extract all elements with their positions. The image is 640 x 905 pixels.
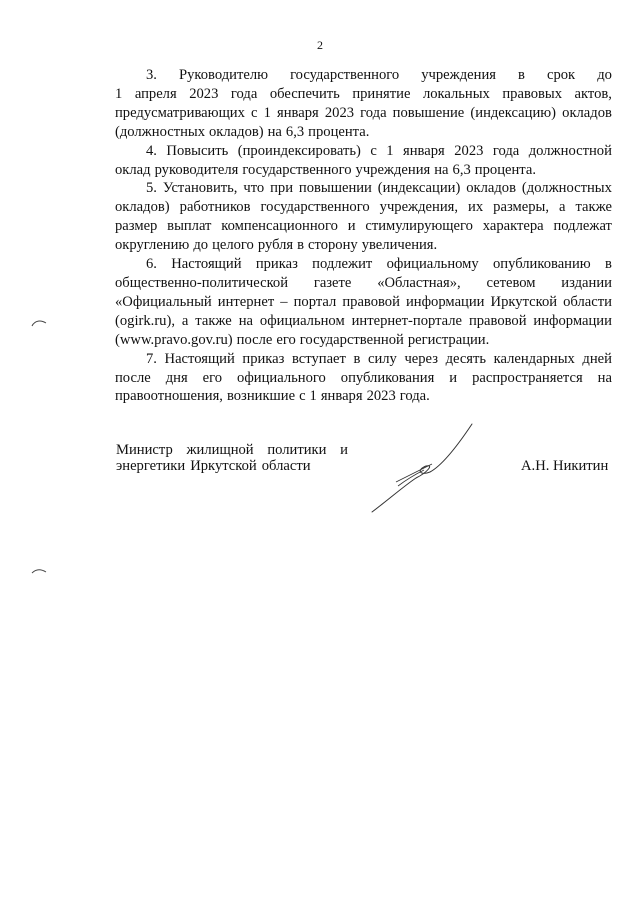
word: 2023: [189, 85, 219, 102]
word: их: [468, 199, 484, 216]
word: правоотношения,: [115, 388, 223, 405]
text-line: [115, 66, 612, 85]
page-number: 2: [317, 38, 323, 52]
word: 5.: [146, 180, 157, 197]
word: возникшие: [226, 388, 296, 405]
word: также: [575, 199, 612, 216]
paragraph: [115, 179, 612, 255]
word: стимулирующего: [365, 218, 473, 235]
word: приказ: [242, 350, 285, 367]
word: издании: [561, 274, 612, 291]
word: апреля: [134, 85, 177, 102]
word: 6,3: [285, 123, 305, 140]
text-line: [115, 331, 612, 350]
word: а: [558, 199, 566, 216]
word: распространяется: [472, 369, 583, 386]
word: руководителя: [154, 161, 239, 178]
word: информации: [405, 293, 485, 310]
word: интернет: [217, 293, 275, 310]
word: общественно-политической: [115, 274, 289, 291]
word: его: [276, 331, 296, 348]
text-line: [116, 458, 348, 474]
word: области: [261, 458, 311, 474]
word: энергетики: [116, 458, 186, 474]
word: на: [238, 312, 253, 329]
text-line: [115, 104, 612, 123]
word: –: [280, 293, 288, 310]
word: процента.: [474, 161, 536, 178]
word: целого: [212, 237, 254, 254]
word: «Официальный: [115, 293, 212, 310]
word: а: [181, 312, 189, 329]
word: (индексацию): [470, 104, 557, 121]
word: и: [347, 218, 356, 235]
word: при: [270, 180, 294, 197]
word: силу: [367, 350, 397, 367]
text-line: [115, 85, 612, 104]
word: Настоящий: [164, 350, 235, 367]
word: Установить,: [162, 180, 238, 197]
word: дня: [165, 369, 188, 386]
word: «Областная»,: [377, 274, 461, 291]
word: размеры,: [493, 199, 549, 216]
word: в: [605, 256, 612, 273]
word: рубля: [257, 237, 294, 254]
word: обеспечить: [269, 85, 340, 102]
text-line: [115, 293, 612, 312]
word: 2023: [366, 388, 396, 405]
word: характера: [482, 218, 544, 235]
word: окладов): [115, 199, 170, 216]
word: января: [403, 142, 445, 159]
word: его: [202, 369, 223, 386]
word: в: [518, 67, 525, 83]
word: года: [230, 85, 258, 102]
word: 1: [263, 104, 271, 121]
word: Повысить: [166, 142, 229, 159]
word: официального: [237, 369, 326, 386]
word: 1: [115, 85, 123, 102]
word: 4.: [146, 142, 157, 159]
word: правовой: [342, 293, 400, 310]
word: через: [404, 350, 438, 367]
word: до: [597, 67, 612, 83]
word: 3.: [146, 67, 157, 83]
word: с: [251, 104, 258, 121]
word: государственной: [299, 331, 404, 348]
word: (www.pravo.gov.ru): [115, 331, 233, 348]
word: (должностных: [521, 180, 612, 197]
word: учреждения,: [379, 199, 459, 216]
word: и: [340, 442, 348, 458]
word: на: [267, 123, 282, 140]
paragraph: [115, 142, 612, 180]
word: подлежат: [553, 218, 612, 235]
word: на: [597, 369, 612, 386]
word: дней: [582, 350, 612, 367]
document-body: [115, 66, 612, 406]
word: 2023: [324, 104, 355, 121]
word: официальном: [259, 312, 345, 329]
margin-mark: [30, 318, 48, 328]
text-line: [115, 274, 612, 293]
word: округлению: [115, 237, 190, 254]
text-line: [115, 142, 612, 161]
word: области: [563, 293, 612, 310]
word: января: [277, 104, 319, 121]
text-line: [115, 179, 612, 198]
word: 1: [386, 142, 394, 159]
word: подлежит: [312, 256, 373, 273]
word: после: [115, 369, 151, 386]
word: интернет-портале: [351, 312, 463, 329]
text-line: [115, 123, 612, 142]
text-line: [115, 161, 612, 180]
word: сторону: [308, 237, 358, 254]
word: января: [320, 388, 363, 405]
handwritten-signature: [368, 420, 478, 515]
word: государственного: [290, 67, 400, 83]
word: информации: [533, 312, 612, 329]
word: официальному: [386, 256, 479, 273]
text-line: [115, 255, 612, 274]
text-line: [115, 312, 612, 331]
text-line: [115, 387, 612, 406]
word: актов,: [574, 85, 612, 102]
word: года: [492, 142, 520, 159]
word: срок: [546, 67, 576, 83]
word: размер: [115, 218, 158, 235]
word: Иркутской: [490, 293, 558, 310]
word: государственного: [260, 199, 370, 216]
word: на: [434, 161, 449, 178]
word: регистрации.: [407, 331, 490, 348]
word: в: [297, 237, 305, 254]
text-line: [115, 350, 612, 369]
word: после: [236, 331, 273, 348]
word: Руководителю: [179, 67, 269, 83]
text-line: [115, 217, 612, 236]
word: увеличения.: [361, 237, 438, 254]
word: в: [353, 350, 361, 367]
text-line: [115, 236, 612, 255]
signatory-name: А.Н. Никитин: [521, 458, 609, 474]
word: с: [299, 388, 306, 405]
word: правовой: [468, 312, 527, 329]
word: повышение: [392, 104, 465, 121]
word: портал: [293, 293, 337, 310]
word: Министр: [116, 442, 173, 458]
word: учреждения: [355, 161, 431, 178]
word: опубликования: [340, 369, 435, 386]
word: (проиндексировать): [237, 142, 361, 159]
word: 6.: [146, 256, 157, 273]
word: приказ: [255, 256, 298, 273]
word: правовых: [502, 85, 563, 102]
word: календарных: [493, 350, 575, 367]
word: локальных: [422, 85, 490, 102]
word: года: [360, 104, 387, 121]
word: 2023: [454, 142, 484, 159]
word: предусматривающих: [115, 104, 245, 121]
paragraph: [115, 66, 612, 142]
word: что: [243, 180, 265, 197]
paragraph: [115, 255, 612, 350]
word: процента.: [308, 123, 370, 140]
word: (должностных: [115, 123, 205, 140]
word: окладов: [466, 180, 516, 197]
word: сетевом: [486, 274, 536, 291]
word: до: [193, 237, 209, 254]
word: жилищной: [186, 442, 254, 458]
word: принятие: [352, 85, 411, 102]
word: 7.: [146, 350, 157, 367]
word: с: [370, 142, 377, 159]
word: (индексации): [377, 180, 461, 197]
text-line: [115, 198, 612, 217]
word: газете: [313, 274, 352, 291]
word: года.: [399, 388, 430, 405]
word: повышении: [298, 180, 372, 197]
word: опубликованию: [493, 256, 591, 273]
word: Настоящий: [171, 256, 242, 273]
word: вступает: [292, 350, 346, 367]
text-line: [115, 369, 612, 388]
word: также: [195, 312, 232, 329]
paragraph: [115, 350, 612, 407]
word: окладов: [562, 104, 612, 121]
word: оклад: [115, 161, 151, 178]
word: окладов): [209, 123, 264, 140]
word: должностной: [528, 142, 612, 159]
margin-mark: [30, 566, 48, 576]
word: компенсационного: [221, 218, 338, 235]
word: работников: [179, 199, 251, 216]
word: Иркутской: [190, 458, 257, 474]
word: политики: [267, 442, 327, 458]
signatory-position: [116, 442, 348, 474]
word: учреждения: [421, 67, 496, 83]
word: десять: [445, 350, 487, 367]
word: государственного: [242, 161, 352, 178]
word: выплат: [167, 218, 212, 235]
word: 1: [309, 388, 317, 405]
word: 6,3: [452, 161, 471, 178]
word: (ogirk.ru),: [115, 312, 175, 329]
text-line: [116, 442, 348, 458]
word: и: [449, 369, 458, 386]
